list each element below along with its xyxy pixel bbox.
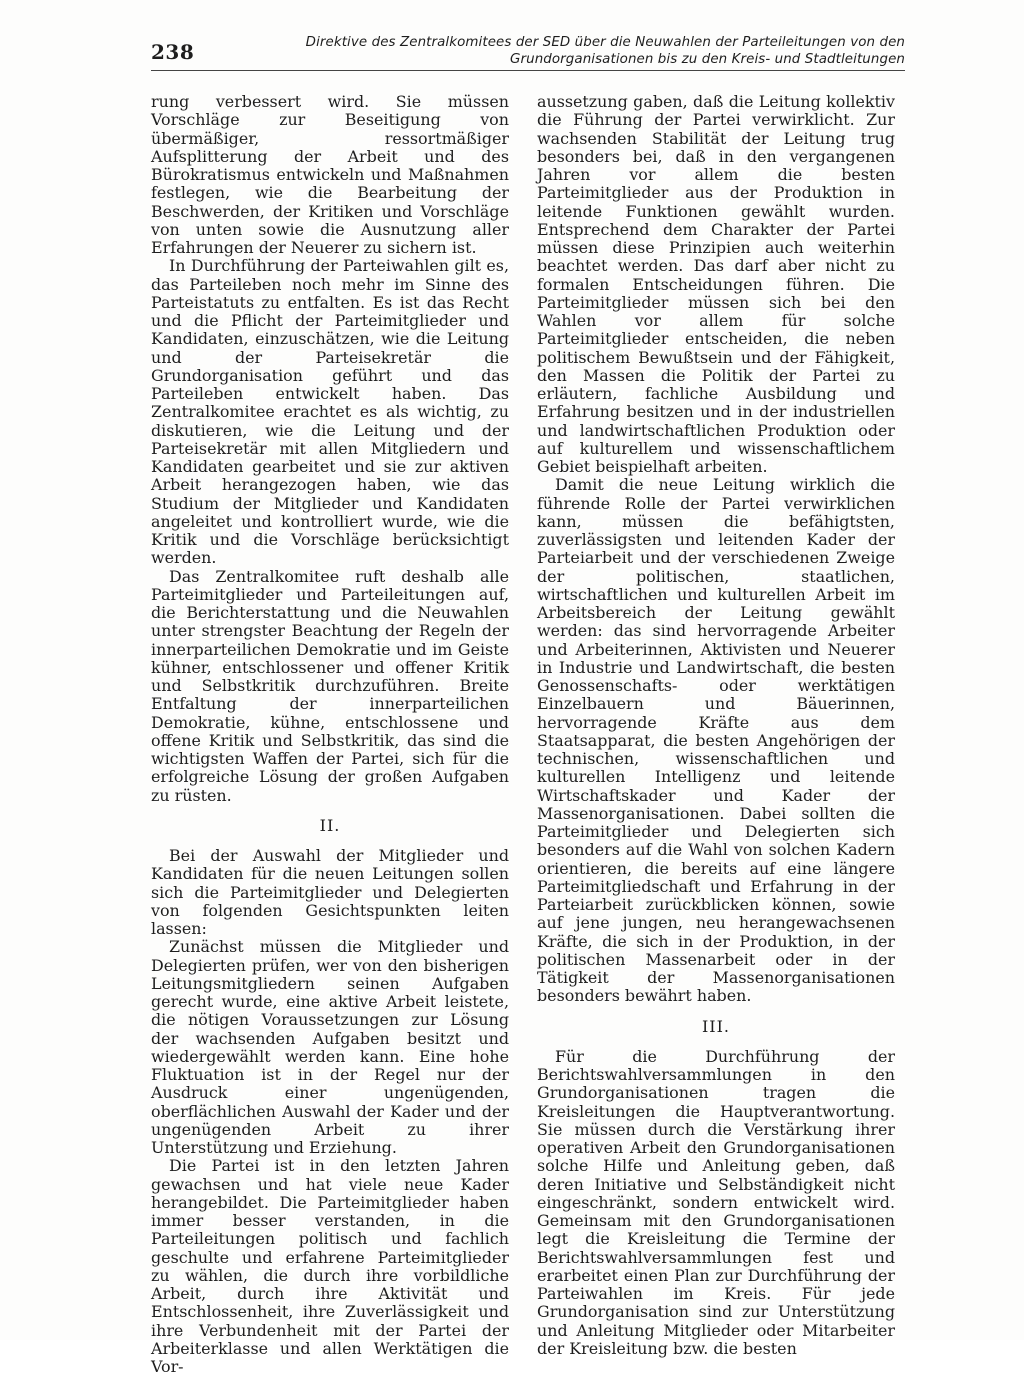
running-head	[232, 34, 905, 68]
header-rule	[151, 70, 905, 71]
paragraph: In Durchführung der Parteiwahlen gilt es, das Parteileben noch mehr im Sinne des Parteistatuts zu entfalten. Es ist das Recht und die Pflicht der Parteimitglieder und Kandidaten, einzuschätzen, wie die Leitung und der Parteisekretär die Grundorganisation geführt und das Parteileben entwickelt haben. Das Zentralkomitee erachtet es als wichtig, zu diskutieren, wie die Leitung und der Parteisekretär mit allen Mitgliedern und Kandidaten gearbeitet und sie zur aktiven Arbeit herangezogen haben, wie das Studium der Mitglieder und Kandidaten angeleitet und kontrolliert wurde, wie die Kritik und die Vorschläge berücksichtigt werden.	[151, 256, 509, 568]
left-column	[151, 93, 509, 1376]
paragraph: aussetzung gaben, daß die Leitung kollektiv die Führung der Partei verwirklicht. Zur wachsenden Stabilität der Leitung trug besonders bei, daß in den vergangenen Jahren vor allem die besten Parteimitglieder aus der Produktion in leitende Funktionen gewählt wurden. Entsprechend dem Charakter der Partei müssen diese Prinzipien auch weiterhin beachtet werden. Das darf aber nicht zu formalen Entscheidungen führen. Die Parteimitglieder müssen sich bei den Wahlen vor allem für solche Parteimitglieder entscheiden, die neben politischem Bewußtsein und der Fähigkeit, den Massen die Politik der Partei zu erläutern, fachliche Ausbildung und Erfahrung besitzen und in der industriellen und landwirtschaftlichen Produktion oder auf kulturellem und wissenschaftlichem Gebiet beispielhaft arbeiten.	[537, 92, 895, 476]
running-head-line-2: Grundorganisationen bis zu den Kreis- und Stadtleitungen	[510, 52, 905, 67]
section-heading-ii: II.	[319, 815, 341, 835]
paragraph: Zunächst müssen die Mitglieder und Delegierten prüfen, wer von den bisherigen Leitungsmitgliedern seinen Aufgaben gerecht wurde, eine aktive Arbeit leistete, die nötigen Voraussetzungen zur Lösung der wachsenden Aufgaben besitzt und wiedergewählt werden kann. Eine hohe Fluktuation ist in der Regel nur der Ausdruck einer ungenügenden, oberflächlichen Auswahl der Kader und der ungenügenden Arbeit zu ihrer Unterstützung und Erziehung.	[151, 937, 509, 1157]
paragraph: Die Partei ist in den letzten Jahren gewachsen und hat viele neue Kader herangebildet. Die Parteimitglieder haben immer besser verstanden, in die Parteileitungen politisch und fachlich geschulte und erfahrene Parteimitglieder zu wählen, die durch ihre vorbildliche Arbeit, durch ihre Aktivität und Entschlossenheit, ihre Zuverlässigkeit und ihre Verbundenheit mit der Partei der Arbeiterklasse und allen Werktätigen die Vor-	[151, 1156, 509, 1376]
right-column	[537, 93, 895, 1358]
running-head-line-1: Direktive des Zentralkomitees der SED über die Neuwahlen der Parteileitungen von den	[305, 35, 905, 50]
paragraph: Bei der Auswahl der Mitglieder und Kandidaten für die neuen Leitungen sollen sich die Parteimitglieder und Delegierten von folgenden Gesichtspunkten leiten lassen:	[151, 846, 509, 938]
section-heading-iii: III.	[701, 1016, 731, 1036]
page-number: 238	[151, 40, 195, 64]
paragraph: Damit die neue Leitung wirklich die führende Rolle der Partei verwirklichen kann, müssen die befähigtsten, zuverlässigsten und leitenden Kader der Parteiarbeit und der verschiedenen Zweige der politischen, staatlichen, wirtschaftlichen und kulturellen Arbeit im Arbeitsbereich der Leitung gewählt werden: das sind hervorragende Arbeiter und Arbeiterinnen, Aktivisten und Neuerer in Industrie und Landwirtschaft, die besten Genossenschafts- oder werktätigen Einzelbauern und Bäuerinnen, hervorragende Kräfte aus dem Staatsapparat, die besten Angehörigen der technischen, wissenschaftlichen und kulturellen Intelligenz und leitende Wirtschaftskader und Kader der Massenorganisationen. Dabei sollten die Parteimitglieder und Delegierten sich besonders auf die Wahl von solchen Kadern orientieren, die bereits auf eine längere Parteimitgliedschaft und Erfahrung in der Parteiarbeit zurückblicken können, sowie auf jene jungen, neu herangewachsenen Kräfte, die sich in der Produktion, in der politischen Massenarbeit oder in der Tätigkeit der Massenorganisationen besonders bewährt haben.	[537, 475, 895, 1006]
paragraph: Für die Durchführung der Berichtswahlversammlungen in den Grundorganisationen tragen die Kreisleitungen die Hauptverantwortung. Sie müssen durch die Verstärkung ihrer operativen Arbeit den Grundorganisationen solche Hilfe und Anleitung geben, daß deren Initiative und Selbständigkeit nicht eingeschränkt, sondern entwickelt wird. Gemeinsam mit den Grundorganisationen legt die Kreisleitung die Termine der Berichtswahlversammlungen fest und erarbeitet einen Plan zur Durchführung der Parteiwahlen im Kreis. Für jede Grundorganisation sind zur Unterstützung und Anleitung Mitglieder oder Mitarbeiter der Kreisleitung bzw. die besten	[537, 1046, 895, 1358]
paragraph: rung verbessert wird. Sie müssen Vorschläge zur Beseitigung von übermäßiger, ressortmäßiger Aufsplitterung der Arbeit und des Bürokratismus entwickeln und Maßnahmen festlegen, wie die Bearbeitung der Beschwerden, der Kritiken und Vorschläge von unten sowie die Ausnutzung aller Erfahrungen der Neuerer zu sichern ist.	[151, 92, 509, 257]
paragraph: Das Zentralkomitee ruft deshalb alle Parteimitglieder und Parteileitungen auf, die Berichterstattung und die Neuwahlen unter strengster Beachtung der Regeln der innerparteilichen Demokratie und im Geiste kühner, entschlossener und offener Kritik und Selbstkritik durchzuführen. Breite Entfaltung der innerparteilichen Demokratie, kühne, entschlossene und offene Kritik und Selbstkritik, das sind die wichtigsten Waffen der Partei, sich für die erfolgreiche Lösung der großen Aufgaben zu rüsten.	[151, 566, 509, 805]
